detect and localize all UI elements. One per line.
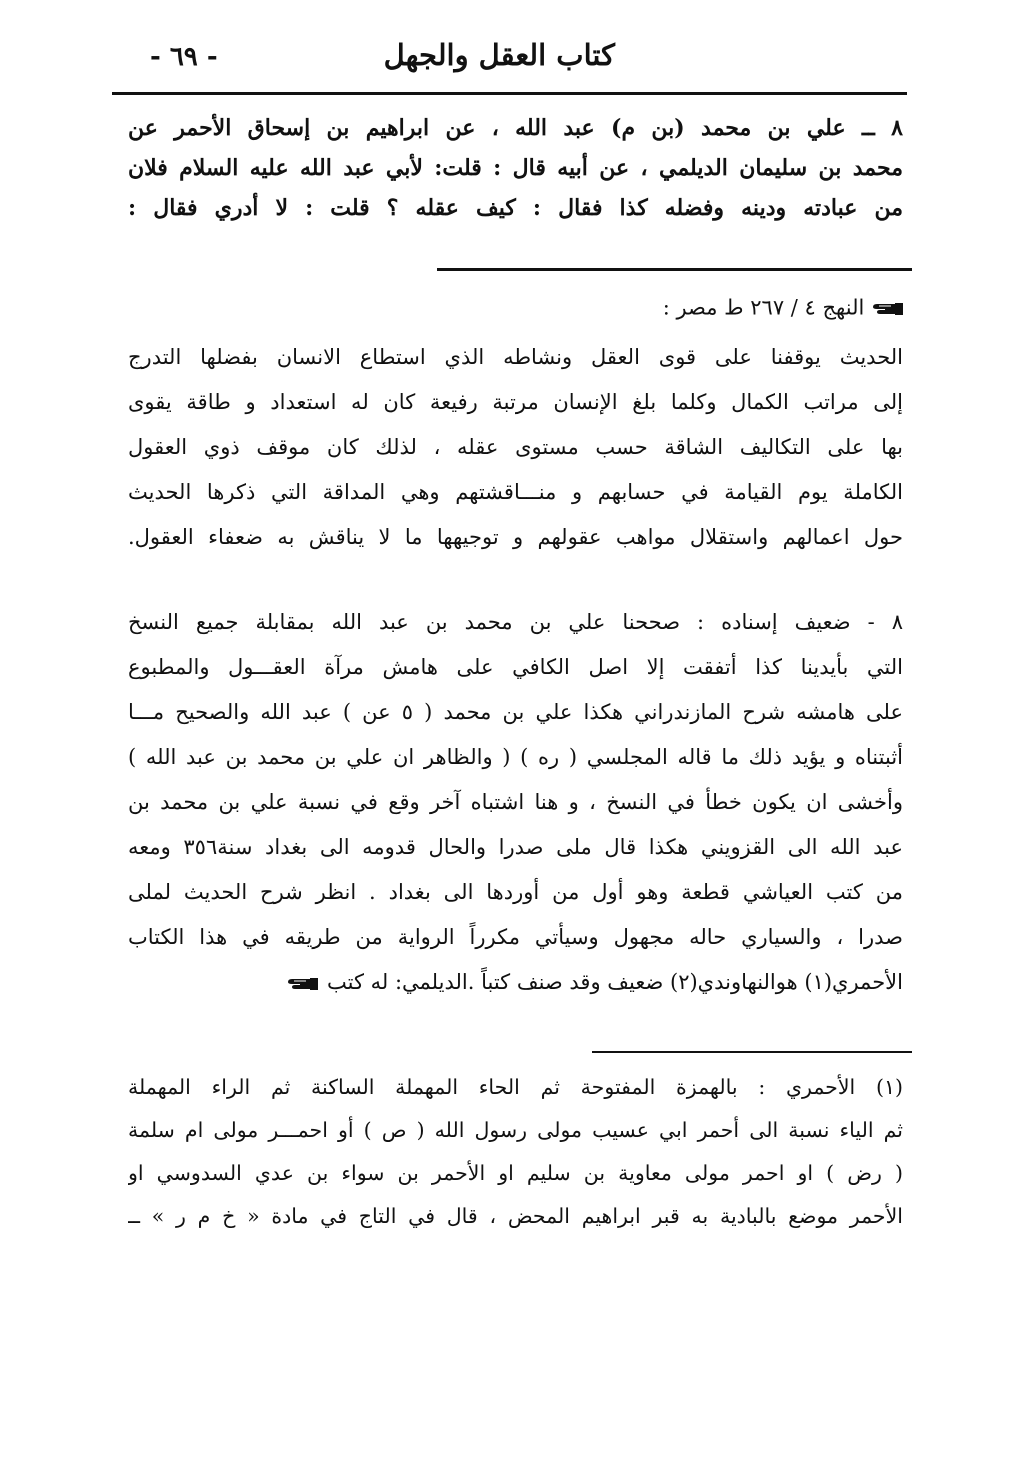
- hadith-line: ٨ ــ علي بن محمد (بن م) عبد الله ، عن ابراهيم بن إسحاق الأحمر عن: [128, 115, 903, 141]
- commentary-line: بها على التكاليف الشاقة حسب مستوى عقله ، لذلك كان موقف ذوي العقول: [128, 435, 903, 459]
- pointing-hand-icon: [286, 970, 320, 994]
- footnote-line: (١) الأحمري : بالهمزة المفتوحة ثم الحاء المهملة الساكنة ثم الراء المهملة: [128, 1075, 903, 1099]
- header-divider: [112, 92, 907, 95]
- page-number: - ٦٩ -: [150, 42, 218, 72]
- commentary-line: ٨ - ضعيف إسناده : صححنا علي بن محمد بن عبد الله بمقابلة جميع النسخ: [128, 610, 903, 634]
- commentary-line: إلى مراتب الكمال وكلما بلغ الإنسان مرتبة رفيعة كان له استعداد و طاقة يقوى: [128, 390, 903, 414]
- commentary-line: حول اعمالهم واستقلال مواهب عقولهم و توجيهها ما لا يناقش به ضعفاء العقول.: [128, 525, 903, 549]
- commentary-line: من كتب العياشي قطعة وهو أول من أوردها الى بغداد . انظر شرح الحديث لملى: [128, 880, 903, 904]
- commentary-line: الكاملة يوم القيامة في حسابهم و منـــاقشتهم وهي المداقة التي ذكرها الحديث: [128, 480, 903, 504]
- commentary-last-line: [128, 960, 903, 1005]
- commentary-line: وأخشى ان يكون خطأ في النسخ ، و هنا اشتباه آخر وقع في نسبة علي بن محمد بن: [128, 790, 903, 814]
- commentary-line: عبد الله الى القزويني هكذا قال ملى صدرا والحال قدومه الى بغداد سنة٣٥٦ ومعه: [128, 835, 903, 859]
- footnote-line: الأحمر موضع بالبادية به قبر ابراهيم المحض ، قال في التاج في مادة « خ م ر » ــ: [128, 1204, 903, 1228]
- reference-text: النهج ٤ / ٢٦٧ ط مصر :: [662, 295, 865, 320]
- commentary-paragraph-1: [128, 335, 903, 560]
- footnote: [128, 1066, 903, 1238]
- hadith-line: من عبادته ودينه وفضله كذا فقال : كيف عقله ؟ قلت : لا أدري فقال :: [128, 195, 903, 221]
- commentary-line: أثبتناه و يؤيد ذلك ما قاله المجلسي ( ره ) ( والظاهر ان علي بن محمد بن عبد الله ): [128, 745, 903, 769]
- commentary-line: الحديث يوقفنا على قوى العقل ونشاطه الذي استطاع الانسان بفضلها التدرج: [128, 345, 903, 369]
- commentary-last-text: الأحمري(١) هوالنهاوندي(٢) ضعيف وقد صنف كتباً .الديلمي: له كتب: [327, 970, 903, 994]
- commentary-line: على هامشه شرح المازندراني هكذا علي بن محمد ( ٥ عن ) عبد الله والصحيح مـــا: [128, 700, 903, 724]
- book-title: كتاب العقل والجهل: [383, 38, 615, 72]
- footnote-line: ثم الياء نسبة الى أحمر ابي عسيب مولى رسول الله ( ص ) أو احمـــر مولى ام سلمة: [128, 1118, 903, 1142]
- hadith-text: [128, 108, 903, 228]
- pointing-hand-icon: [864, 296, 905, 320]
- page-header: [120, 30, 910, 88]
- hadith-line: محمد بن سليمان الديلمي ، عن أبيه قال : قلت: لأبي عبد الله عليه السلام فلان: [128, 155, 903, 181]
- footnote-line: ( رض ) او احمر مولى معاوية بن سليم او الأحمر بن سواء بن عدي السدوسي او: [128, 1161, 903, 1185]
- section-divider: [437, 268, 912, 271]
- footnote-divider: [592, 1051, 912, 1053]
- commentary-line: التي بأيدينا كذا أتفقت إلا اصل الكافي على هامش مرآة العقـــول والمطبوع: [128, 655, 903, 679]
- commentary-line: صدرا ، والسياري حاله مجهول وسيأتي مكرراً الرواية من طريقه في هذا الكتاب: [128, 925, 903, 949]
- reference-line: [540, 286, 905, 326]
- commentary-paragraph-2: [128, 600, 903, 1005]
